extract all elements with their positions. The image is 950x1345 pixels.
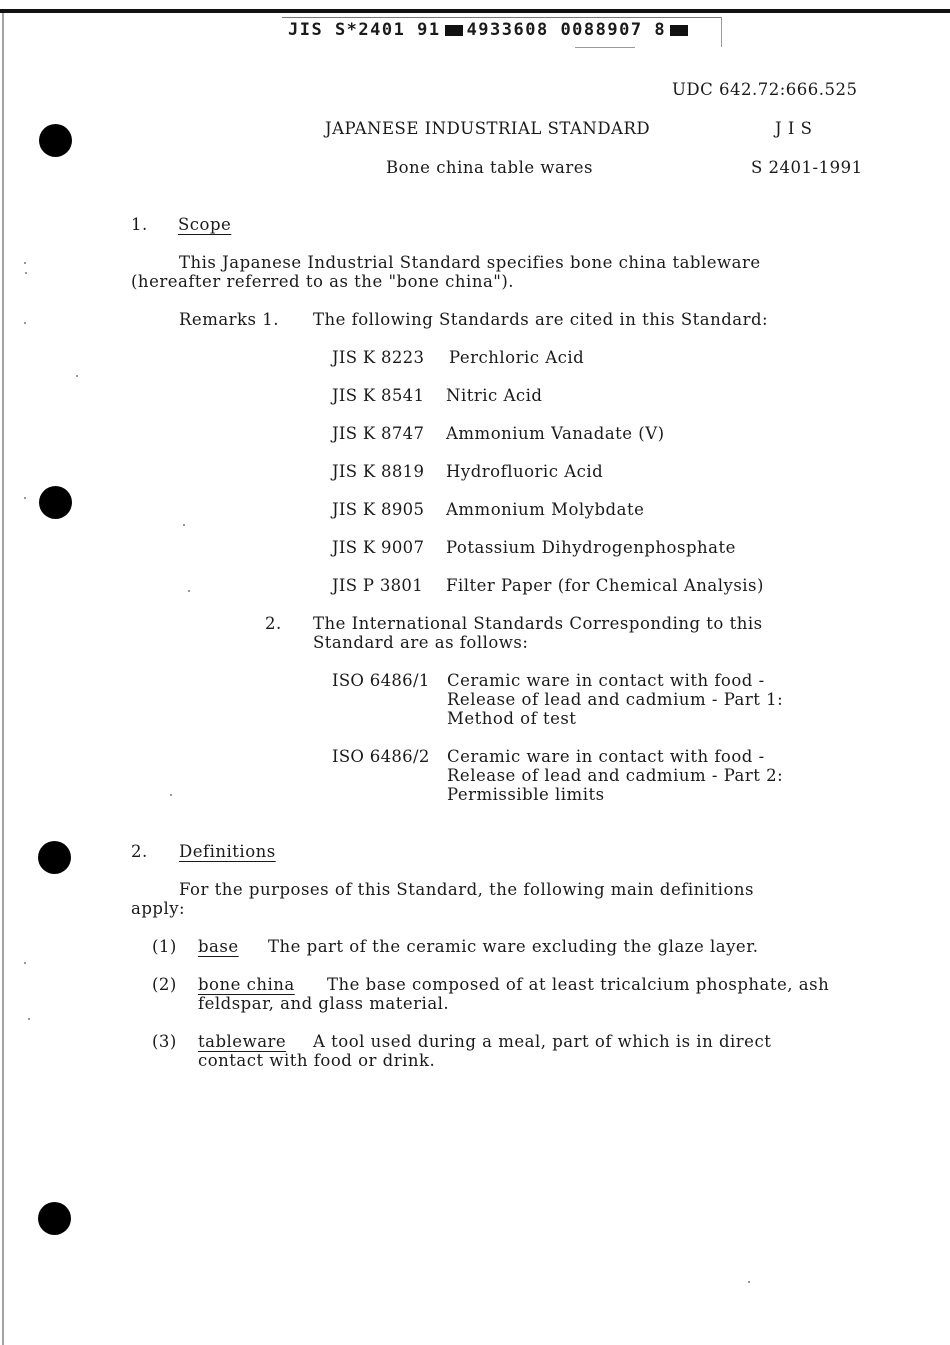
section-heading-definitions: Definitions — [179, 842, 276, 861]
scope-paragraph-line: This Japanese Industrial Standard specifies bone china tableware — [179, 253, 761, 272]
standard-number: S 2401-1991 — [751, 158, 863, 177]
scan-header-code — [288, 20, 692, 40]
scan-code-left: JIS S*2401 91 — [288, 20, 441, 40]
definition-text: The part of the ceramic ware excluding the glaze layer. — [268, 937, 759, 956]
scan-speck — [170, 794, 172, 796]
scope-paragraph-line: (hereafter referred to as the "bone china"). — [131, 272, 515, 291]
cited-standard-title: Filter Paper (for Chemical Analysis) — [446, 576, 764, 595]
scan-speck — [188, 590, 190, 592]
iso-standard-code: ISO 6486/2 — [332, 747, 430, 766]
scan-speck — [24, 497, 26, 499]
definition-text: contact with food or drink. — [198, 1051, 436, 1070]
cited-standard-title: Nitric Acid — [446, 386, 543, 405]
definition-number: (1) — [152, 937, 177, 956]
definition-term: base — [198, 937, 239, 956]
scan-speck — [28, 1018, 30, 1020]
definition-term: bone china — [198, 975, 295, 994]
cited-standard-code: JIS K 8747 — [332, 424, 425, 443]
cited-standard-title: Potassium Dihydrogenphosphate — [446, 538, 736, 557]
scan-left-edge — [2, 13, 4, 1345]
black-block-icon — [445, 25, 463, 36]
punch-hole-icon — [39, 124, 72, 157]
cited-standard-title: Ammonium Vanadate (V) — [446, 424, 665, 443]
punch-hole-icon — [38, 1202, 71, 1235]
definition-text: A tool used during a meal, part of which is in direct — [313, 1032, 772, 1051]
scan-speck — [24, 262, 26, 264]
cited-standard-code: JIS K 8223 — [332, 348, 425, 367]
definition-number: (2) — [152, 975, 177, 994]
scan-speck — [748, 1281, 750, 1283]
scan-speck — [24, 962, 26, 964]
cited-standard-title: Hydrofluoric Acid — [446, 462, 604, 481]
iso-standard-title: Release of lead and cadmium - Part 2: — [447, 766, 784, 785]
definitions-intro-line: apply: — [131, 899, 186, 918]
cited-standard-code: JIS K 8819 — [332, 462, 425, 481]
definition-number: (3) — [152, 1032, 177, 1051]
remark-2-line: Standard are as follows: — [313, 633, 529, 652]
scan-speck — [24, 322, 26, 324]
standard-title: JAPANESE INDUSTRIAL STANDARD — [325, 119, 651, 138]
scan-top-border — [0, 9, 950, 13]
cited-standard-title: Ammonium Molybdate — [446, 500, 645, 519]
punch-hole-icon — [39, 486, 72, 519]
iso-standard-code: ISO 6486/1 — [332, 671, 430, 690]
section-number: 2. — [131, 842, 148, 861]
iso-standard-title: Ceramic ware in contact with food - — [447, 747, 765, 766]
cited-standard-code: JIS P 3801 — [332, 576, 424, 595]
cited-standard-code: JIS K 9007 — [332, 538, 425, 557]
remarks-label: Remarks 1. — [179, 310, 280, 329]
scan-speck — [76, 375, 78, 377]
standard-subtitle: Bone china table wares — [386, 158, 593, 177]
cited-standard-title: Perchloric Acid — [449, 348, 585, 367]
definitions-intro-line: For the purposes of this Standard, the following main definitions — [179, 880, 754, 899]
scan-speck — [25, 272, 27, 274]
cited-standard-code: JIS K 8541 — [332, 386, 425, 405]
scan-code-mid: 4933608 0088907 8 — [466, 20, 667, 40]
black-block-icon — [670, 25, 688, 36]
definition-term: tableware — [198, 1032, 287, 1051]
scan-header-rule — [282, 17, 722, 18]
iso-standard-title: Permissible limits — [447, 785, 605, 804]
section-heading-scope: Scope — [178, 215, 232, 234]
remark-2-number: 2. — [265, 614, 282, 633]
section-number: 1. — [131, 215, 148, 234]
iso-standard-title: Method of test — [447, 709, 577, 728]
iso-standard-title: Ceramic ware in contact with food - — [447, 671, 765, 690]
cited-standard-code: JIS K 8905 — [332, 500, 425, 519]
scan-speck — [183, 524, 185, 526]
remark-2-line: The International Standards Corresponding to this — [313, 614, 763, 633]
remarks-text: The following Standards are cited in this Standard: — [313, 310, 769, 329]
scan-header-rule — [721, 17, 722, 47]
definition-text: feldspar, and glass material. — [198, 994, 450, 1013]
scan-header-rule — [575, 47, 635, 48]
punch-hole-icon — [38, 841, 71, 874]
jis-mark: J I S — [775, 119, 813, 138]
udc-code: UDC 642.72:666.525 — [672, 80, 858, 99]
iso-standard-title: Release of lead and cadmium - Part 1: — [447, 690, 784, 709]
definition-text: The base composed of at least tricalcium phosphate, ash — [327, 975, 830, 994]
